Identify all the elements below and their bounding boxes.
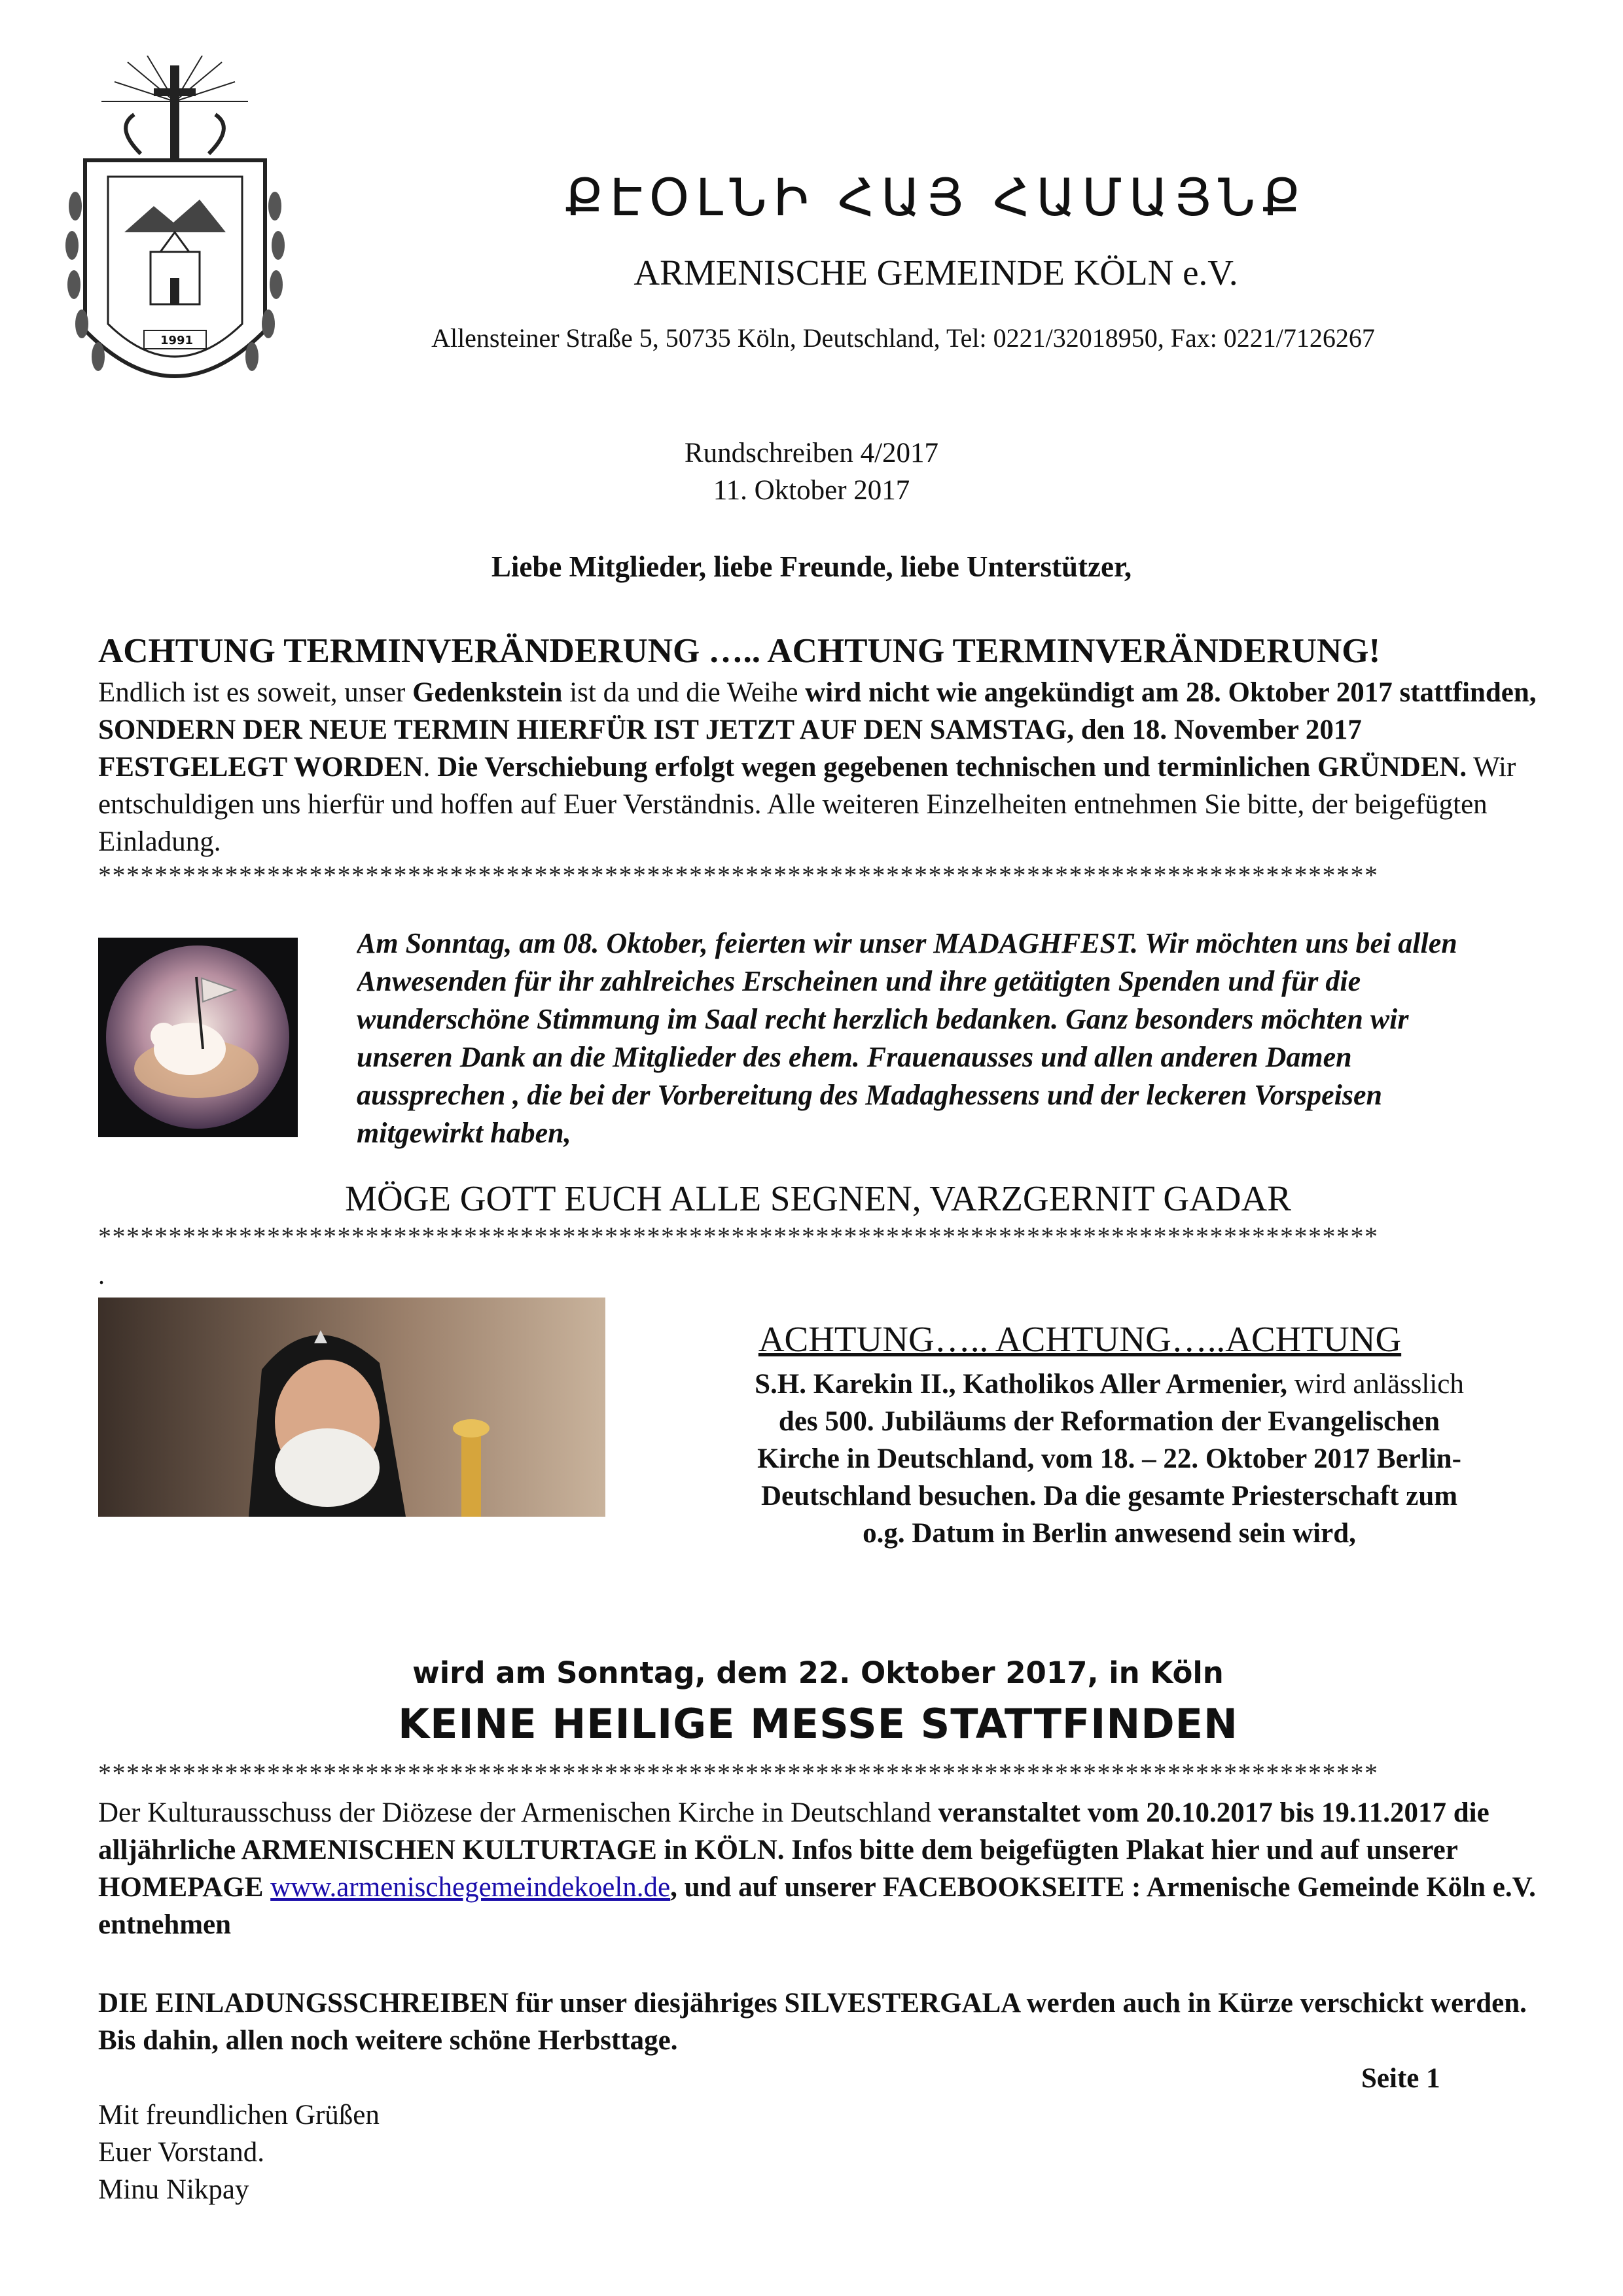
text: Wir entschuldigen uns hierfür und hoffen auf Euer Verständnis. Alle weiteren Einzelheiten entnehmen Sie bitte, der beigefügten Einladung. bbox=[98, 752, 1516, 857]
page-number: Seite 1 bbox=[1361, 2063, 1440, 2094]
text: wird anlässlich bbox=[1287, 1369, 1464, 1400]
separator-line: ******************************************************************************************* bbox=[98, 1224, 1379, 1250]
text: . bbox=[423, 752, 438, 783]
no-mass-notice: KEINE HEILIGE MESSE STATTFINDEN bbox=[398, 1700, 1238, 1748]
text-bold: für unser diesjähriges SILVESTERGALA werden auch in Kürze verschickt werden. Bis dahin, allen noch weitere schöne Herbsttage. bbox=[98, 1988, 1527, 2056]
circular-number: Rundschreiben 4/2017 bbox=[684, 438, 939, 468]
separator-line: ******************************************************************************************* bbox=[98, 862, 1379, 889]
date-change-heading: ACHTUNG TERMINVERÄNDERUNG ….. ACHTUNG TERMINVERÄNDERUNG! bbox=[98, 632, 1381, 670]
silvester-paragraph bbox=[98, 1985, 1538, 2059]
greeting: Liebe Mitglieder, liebe Freunde, liebe Unterstützer, bbox=[491, 550, 1132, 583]
text-bold: des 500. Jubiläums der Reformation der Evangelischen Kirche in Deutschland, vom 18. – 22. Oktober 2017 Berlin- Deutschland besuchen. Da die gesamte Priesterschaft zum o.g. Datum in Berlin anwesend sein wird, bbox=[757, 1406, 1461, 1549]
mass-notice-line: wird am Sonntag, dem 22. Oktober 2017, in Köln bbox=[412, 1655, 1224, 1690]
katholikos-photo bbox=[98, 1298, 605, 1517]
homepage-link[interactable]: www.armenischegemeindekoeln.de bbox=[270, 1872, 671, 1903]
seal-year: 1991 bbox=[160, 334, 194, 347]
text-bold: veranstaltet vom 20.10.2017 bis 19.11.2017 die alljährliche ARMENISCHEN KULTURTAGE in KÖLN. Infos bitte dem beigefügten Plakat hier und auf unserer HOMEPAGE bbox=[98, 1797, 1489, 1903]
text-bold: Gedenkstein bbox=[412, 677, 563, 708]
closing-signature: Minu Nikpay bbox=[98, 2174, 249, 2205]
text: Der Kulturausschuss der Diözese der Armenischen Kirche in Deutschland bbox=[98, 1797, 938, 1828]
text-bold: DIE EINLADUNGSSCHREIBEN bbox=[98, 1988, 509, 2019]
achtung-heading: ACHTUNG….. ACHTUNG…..ACHTUNG bbox=[758, 1319, 1402, 1359]
lamb-image bbox=[98, 938, 298, 1137]
text-bold: Die Verschiebung erfolgt wegen gegebenen technischen und terminlichen GRÜNDEN. bbox=[437, 752, 1467, 783]
cultural-days-paragraph bbox=[98, 1794, 1538, 1943]
address-line: Allensteiner Straße 5, 50735 Köln, Deutschland, Tel: 0221/32018950, Fax: 0221/7126267 bbox=[431, 323, 1375, 353]
text-bold: , und auf unserer FACEBOOKSEITE : Armenische Gemeinde Köln e.V. entnehmen bbox=[98, 1872, 1536, 1940]
blessing-line: MÖGE GOTT EUCH ALLE SEGNEN, VARZGERNIT GADAR bbox=[345, 1178, 1291, 1218]
madagh-paragraph: Am Sonntag, am 08. Oktober, feierten wir unser MADAGHFEST. Wir möchten uns bei allen Anwesenden für ihr zahlreiches Erscheinen und ihre getätigten Spenden und für die wunderschöne Stimmung im Saal recht herzlich bedanken. Ganz besonders möchten wir unseren Dank an die Mitglieder des ehem. Frauenausses und allen anderen Damen aussprechen , die bei der Vorbereitung des Madaghessens und der leckeren Vorspeisen mitgewirkt haben, bbox=[357, 927, 1457, 1149]
circular-date: 11. Oktober 2017 bbox=[713, 475, 910, 506]
organization-name: ARMENISCHE GEMEINDE KÖLN e.V. bbox=[633, 253, 1238, 292]
text: ist da und die Weihe bbox=[562, 677, 806, 708]
separator-line: ******************************************************************************************* bbox=[98, 1760, 1379, 1786]
katholikos-visit-paragraph bbox=[740, 1366, 1479, 1552]
text: Endlich ist es soweit, unser bbox=[98, 677, 413, 708]
closing-board: Euer Vorstand. bbox=[98, 2137, 264, 2168]
stray-dot: . bbox=[98, 1260, 105, 1290]
closing-salutation: Mit freundlichen Grüßen bbox=[98, 2100, 380, 2130]
date-change-paragraph bbox=[98, 674, 1538, 860]
diocese-seal-logo bbox=[62, 56, 288, 422]
armenian-title: ՔԷՕԼՆԻ ՀԱՅ ՀԱՄԱՅՆՔ bbox=[564, 169, 1308, 228]
text-bold: wird nicht wie angekündigt am 28. Oktober 2017 stattfinden, SONDERN DER NEUE TERMIN HIERFÜR IST JETZT AUF DEN SAMSTAG, den 18. November 2017 FESTGELEGT WORDEN bbox=[98, 677, 1537, 783]
text-bold: S.H. Karekin II., Katholikos Aller Armenier, bbox=[755, 1369, 1287, 1400]
